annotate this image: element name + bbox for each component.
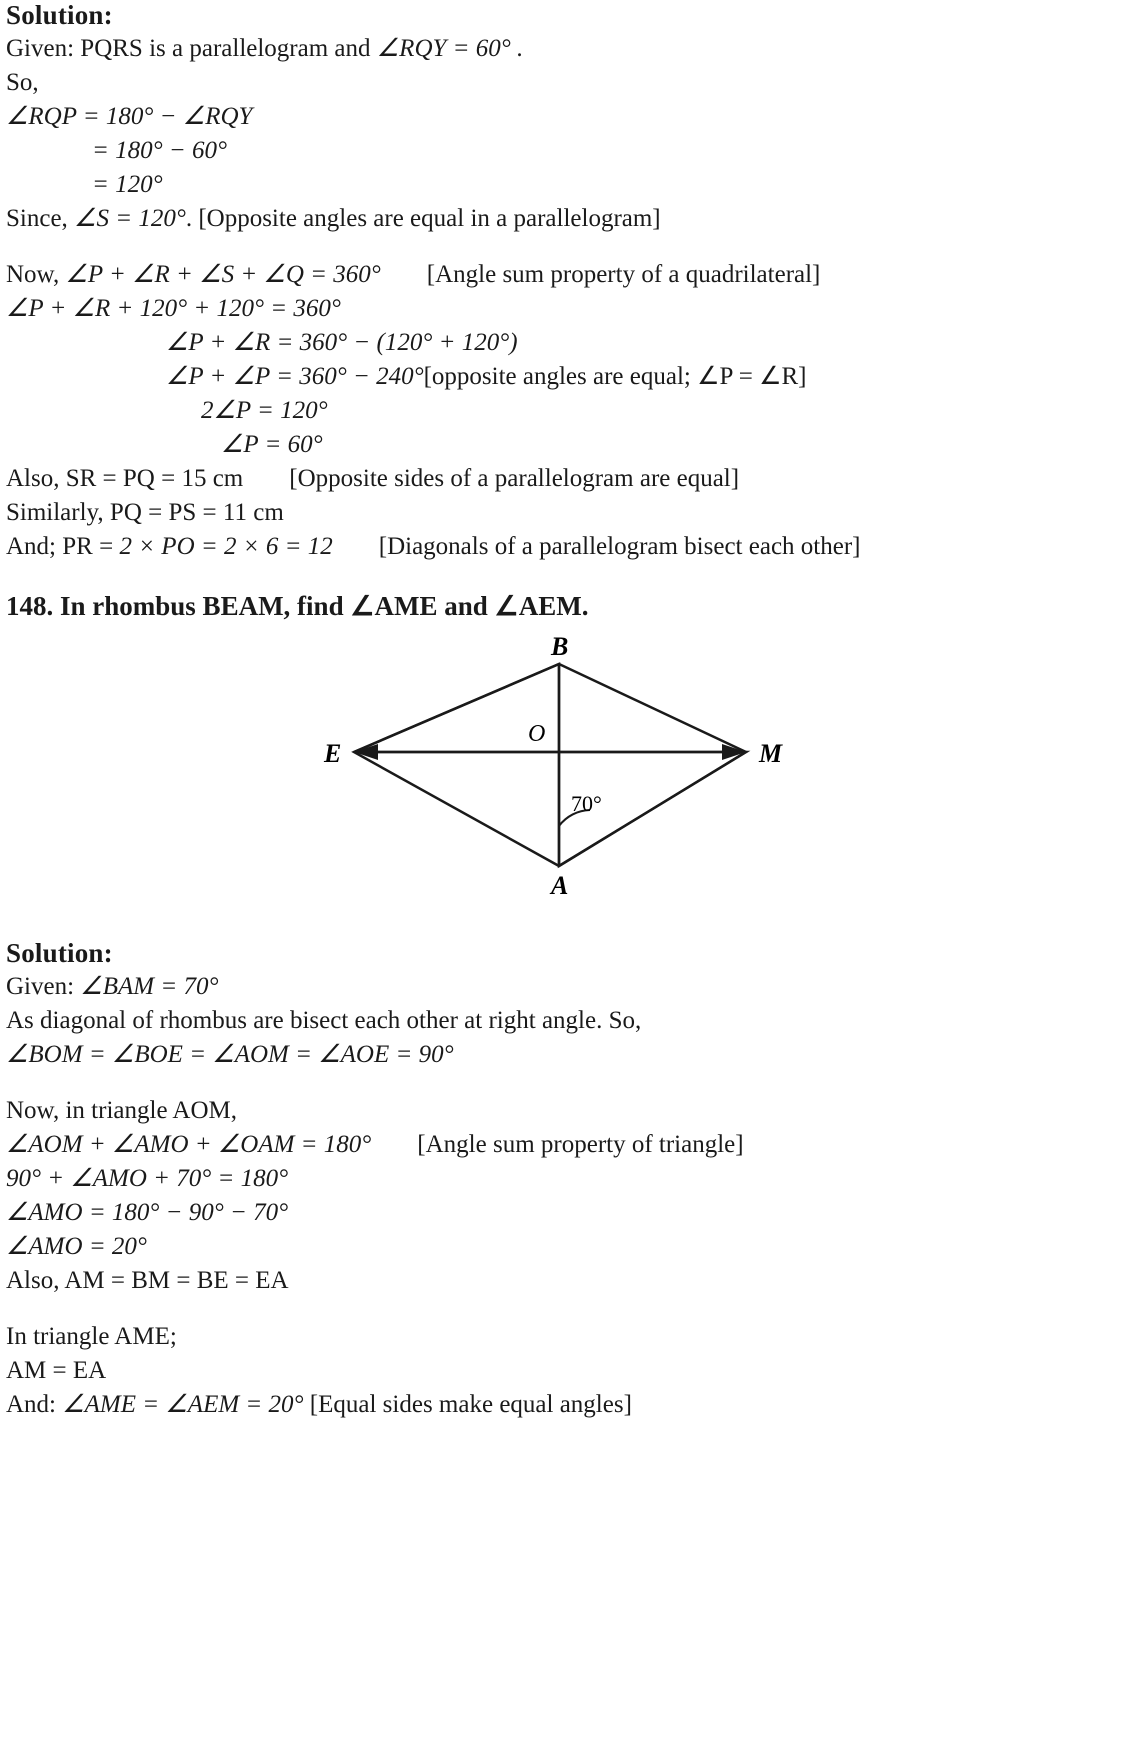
given-line-1 — [6, 33, 1129, 65]
since-note: . [Opposite angles are equal in a parallelogram] — [185, 205, 661, 232]
also-note-1: [Opposite sides of a parallelogram are equal] — [289, 465, 740, 492]
and-line-2 — [6, 1389, 1129, 1421]
triangle-eq-1: ∠AOM + ∠AMO + ∠OAM = 180° — [6, 1131, 372, 1158]
and-line-1 — [6, 531, 1129, 563]
equation-quad-3-note: [opposite angles are equal; ∠P = ∠R] — [423, 363, 807, 390]
and-math-2: ∠AME = ∠AEM = 20° — [62, 1391, 304, 1418]
equation-rqp-2: = 180° − 60° — [92, 137, 227, 164]
spacer-2 — [6, 1073, 1129, 1095]
now-label: Now, — [6, 261, 66, 288]
given-label-2: Given: — [6, 973, 81, 1000]
also-text-1: Also, SR = PQ = 15 cm — [6, 465, 244, 492]
similarly-line: Similarly, PQ = PS = 11 cm — [6, 499, 284, 526]
now-math: ∠P + ∠R + ∠S + ∠Q = 360° — [65, 261, 381, 288]
question-148-heading: 148. In rhombus BEAM, find ∠AME and ∠AEM. — [6, 591, 589, 621]
label-a: A — [551, 871, 569, 900]
spacer-1 — [6, 237, 1129, 259]
since-math: ∠S = 120° — [74, 205, 186, 232]
equation-quad-2: ∠P + ∠R = 360° − (120° + 120°) — [166, 329, 518, 356]
am-ea-line: AM = EA — [6, 1357, 107, 1384]
given-math-2: ∠BAM = 70° — [80, 973, 219, 1000]
now-line — [6, 259, 1129, 291]
and-text-1: And; PR = — [6, 533, 120, 560]
label-e: E — [324, 739, 342, 768]
given-line-2 — [6, 971, 1129, 1003]
also-line-2: Also, AM = BM = BE = EA — [6, 1267, 289, 1294]
in-triangle-ame-line: In triangle AME; — [6, 1323, 177, 1350]
solution-heading-1: Solution: — [6, 0, 113, 30]
rhombus-figure — [6, 628, 1129, 908]
and-text-2: And: — [6, 1391, 63, 1418]
equation-rqp-3: = 120° — [92, 171, 163, 198]
and-note-2: [Equal sides make equal angles] — [303, 1391, 632, 1418]
rhombus-svg — [6, 628, 1139, 908]
equation-quad-1: ∠P + ∠R + 120° + 120° = 360° — [6, 295, 341, 322]
triangle-eq-2: 90° + ∠AMO + 70° = 180° — [6, 1165, 289, 1192]
equation-quad-5: ∠P = 60° — [221, 431, 323, 458]
triangle-eq-1-note: [Angle sum property of triangle] — [417, 1131, 744, 1158]
spacer-3 — [6, 1299, 1129, 1321]
now-note: [Angle sum property of a quadrilateral] — [426, 261, 821, 288]
so-line: So, — [6, 69, 39, 96]
triangle-eq-3: ∠AMO = 180° − 90° − 70° — [6, 1199, 289, 1226]
equation-rqp-1: ∠RQP = 180° − ∠RQY — [6, 103, 253, 130]
equation-quad-3: ∠P + ∠P = 360° − 240° — [166, 363, 424, 390]
rhombus-shape — [354, 664, 746, 866]
triangle-eq-1-row — [6, 1129, 1129, 1161]
solution-heading-2: Solution: — [6, 938, 113, 968]
given-label-1: Given: PQRS is a parallelogram and — [6, 35, 377, 62]
given-math-1: ∠RQY = 60° . — [376, 35, 524, 62]
equation-quad-3-row — [6, 361, 1129, 393]
label-angle-70: 70° — [571, 791, 602, 816]
label-b: B — [551, 632, 569, 661]
triangle-eq-4: ∠AMO = 20° — [6, 1233, 147, 1260]
now-triangle-line: Now, in triangle AOM, — [6, 1097, 237, 1124]
diagonal-property-line: As diagonal of rhombus are bisect each other at right angle. So, — [6, 1007, 642, 1034]
right-angles-line: ∠BOM = ∠BOE = ∠AOM = ∠AOE = 90° — [6, 1041, 454, 1068]
label-o: O — [528, 721, 546, 747]
also-line-1 — [6, 463, 1129, 495]
and-math-1: 2 × PO = 2 × 6 = 12 — [119, 533, 333, 560]
since-line — [6, 203, 1129, 235]
and-note-1: [Diagonals of a parallelogram bisect each other] — [378, 533, 861, 560]
rhombus-outline — [354, 664, 746, 866]
since-label: Since, — [6, 205, 75, 232]
equation-quad-4: 2∠P = 120° — [201, 397, 328, 424]
label-m: M — [759, 739, 783, 768]
